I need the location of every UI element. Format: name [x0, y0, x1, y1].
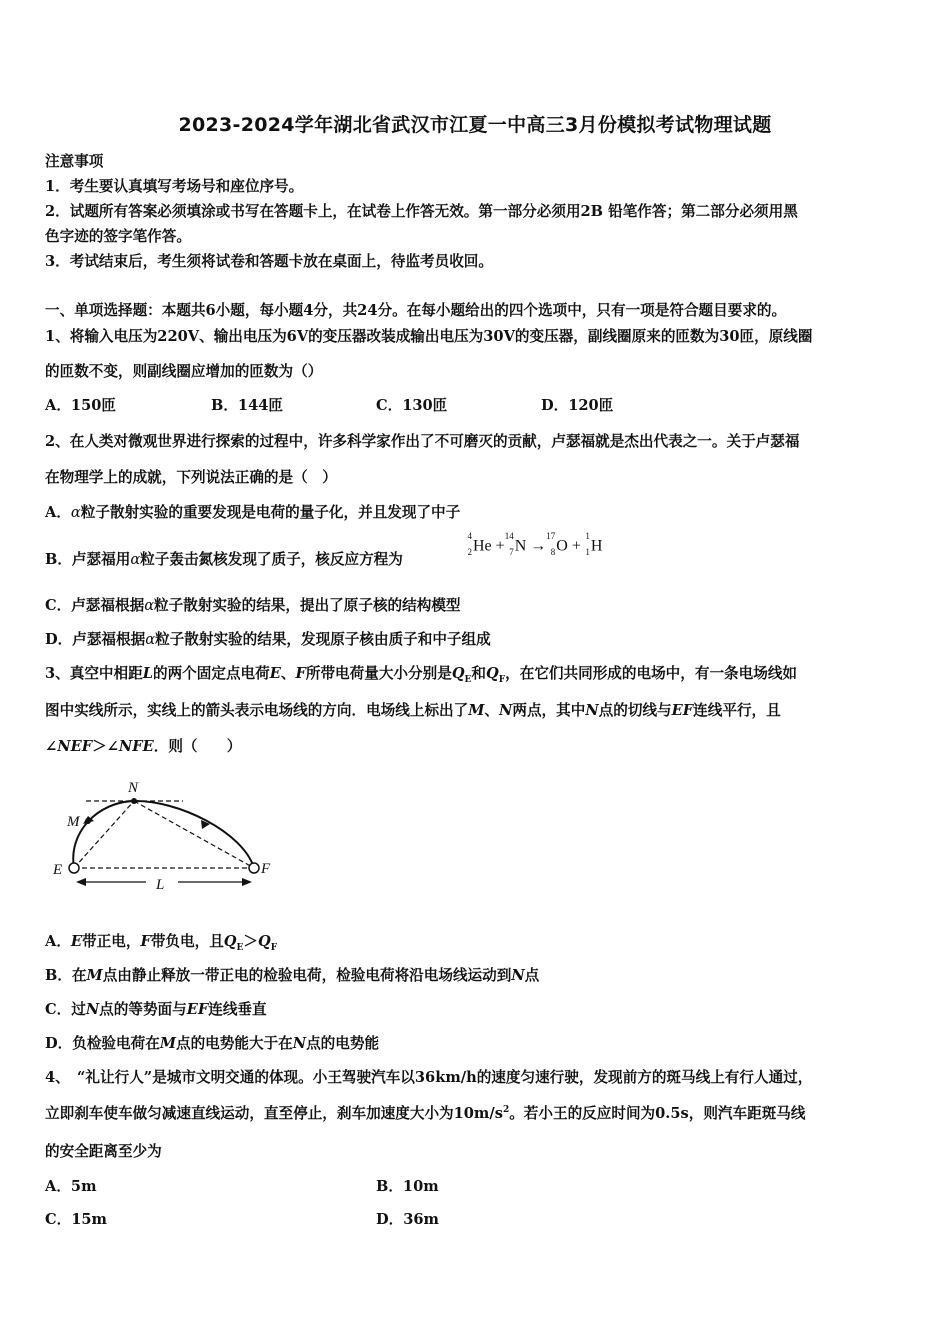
- question-3-line: ∠NEF＞∠NFE．则（ ）: [45, 738, 242, 755]
- alpha-symbol: α: [145, 631, 156, 648]
- q2-option-d: D．卢瑟福根据α粒子散射实验的结果，发现原子核由质子和中子组成: [45, 631, 491, 648]
- charge-F: [249, 863, 259, 873]
- charge-E: [69, 863, 79, 873]
- q3-option-b: B．在M点由静止释放一带正电的检验电荷，检验电荷将沿电场线运动到N点: [45, 967, 540, 984]
- q3-option-d: D．负检验电荷在M点的电势能大于在N点的电势能: [45, 1035, 380, 1052]
- q2-option-a: A．α粒子散射实验的重要发现是电荷的量子化，并且发现了中子: [45, 504, 461, 521]
- notice-item: 1．考生要认真填写考场号和座位序号。: [45, 178, 304, 195]
- notice-heading: 注意事项: [45, 153, 104, 170]
- q4-option-c: C．15m: [45, 1211, 107, 1228]
- label-M: M: [67, 814, 80, 830]
- question-2-line: 2、在人类对微观世界进行探索的过程中，许多科学家作出了不可磨灭的贡献，卢瑟福就是杰出代表之一。关于卢瑟福: [45, 433, 800, 450]
- line-NE: [74, 801, 134, 868]
- dimension-arrow: [76, 878, 86, 886]
- question-4-line: 4、 “礼让行人”是城市文明交通的体现。小王驾驶汽车以36km/h的速度匀速行驶，发现前方的斑马线上有行人通过，: [45, 1069, 813, 1086]
- point-M: [85, 818, 91, 824]
- section-heading: 一、单项选择题：本题共6小题，每小题4分，共24分。在每小题给出的四个选项中，只有一项是符合题目要求的。: [45, 302, 787, 319]
- dimension-arrow: [242, 878, 252, 886]
- question-2-line: 在物理学上的成就，下列说法正确的是（ ）: [45, 469, 337, 486]
- q4-option-a: A．5m: [45, 1178, 97, 1195]
- field-line: [73, 801, 254, 868]
- q4-option-d: D．36m: [376, 1211, 439, 1228]
- notice-item: 2．试题所有答案必须填涂或书写在答题卡上，在试卷上作答无效。第一部分必须用2B 铅笔作答；第二部分必须用黑: [45, 203, 798, 220]
- q3-option-c: C．过N点的等势面与EF连线垂直: [45, 1001, 267, 1018]
- point-N: [131, 798, 137, 804]
- page-title: 2023-2024学年湖北省武汉市江夏一中高三3月份模拟考试物理试题: [178, 114, 772, 136]
- line-NF: [134, 801, 254, 868]
- label-E: E: [53, 862, 63, 878]
- label-N: N: [128, 780, 139, 796]
- q1-option-a: A．150匝: [45, 397, 116, 414]
- q4-option-b: B．10m: [376, 1178, 439, 1195]
- question-4-line: 立即刹车使车做匀减速直线运动，直至停止，刹车加速度大小为$10m/s^2$。若小王的反应时间为0.5s，则汽车距斑马线: [45, 1105, 806, 1122]
- question-4-line: 的安全距离至少为: [45, 1143, 162, 1160]
- q1-option-c: C．130匝: [376, 397, 448, 414]
- question-3-line: 3、真空中相距L的两个固定点电荷E、F所带电荷量大小分别是$Q_E$和$Q_F$，在它们共同形成的电场中，有一条电场线如: [45, 665, 798, 685]
- alpha-symbol: α: [70, 504, 81, 521]
- question-1-line: 的匝数不变，则副线圈应增加的匝数为（）: [45, 363, 323, 380]
- nuclear-equation: 4 2 He + 14 7 N → 17 8 O + 1 1 H: [467, 531, 603, 557]
- alpha-symbol: α: [130, 551, 141, 568]
- label-F: F: [261, 861, 271, 877]
- notice-item: 色字迹的签字笔作答。: [45, 228, 191, 245]
- q3-option-a: A．E带正电，F带负电，且$Q_E>Q_F$: [45, 933, 278, 953]
- q2-option-c: C．卢瑟福根据α粒子散射实验的结果，提出了原子核的结构模型: [45, 597, 461, 614]
- label-L: L: [156, 877, 165, 893]
- q2-option-b: B．卢瑟福用α粒子轰击氮核发现了质子，核反应方程为: [45, 551, 403, 568]
- q1-option-b: B．144匝: [211, 397, 283, 414]
- alpha-symbol: α: [144, 597, 155, 614]
- question-3-line: 图中实线所示，实线上的箭头表示电场线的方向．电场线上标出了M、N两点，其中N点的切线与EF连线平行，且: [45, 702, 781, 719]
- q1-option-d: D．120匝: [541, 397, 614, 414]
- notice-item: 3．考试结束后，考生须将试卷和答题卡放在桌面上，待监考员收回。: [45, 253, 493, 270]
- question-1-line: 1、将输入电压为220V、输出电压为6V的变压器改装成输出电压为30V的变压器，副线圈原来的匝数为30匝，原线圈: [45, 328, 813, 345]
- electric-field-diagram: [48, 772, 283, 897]
